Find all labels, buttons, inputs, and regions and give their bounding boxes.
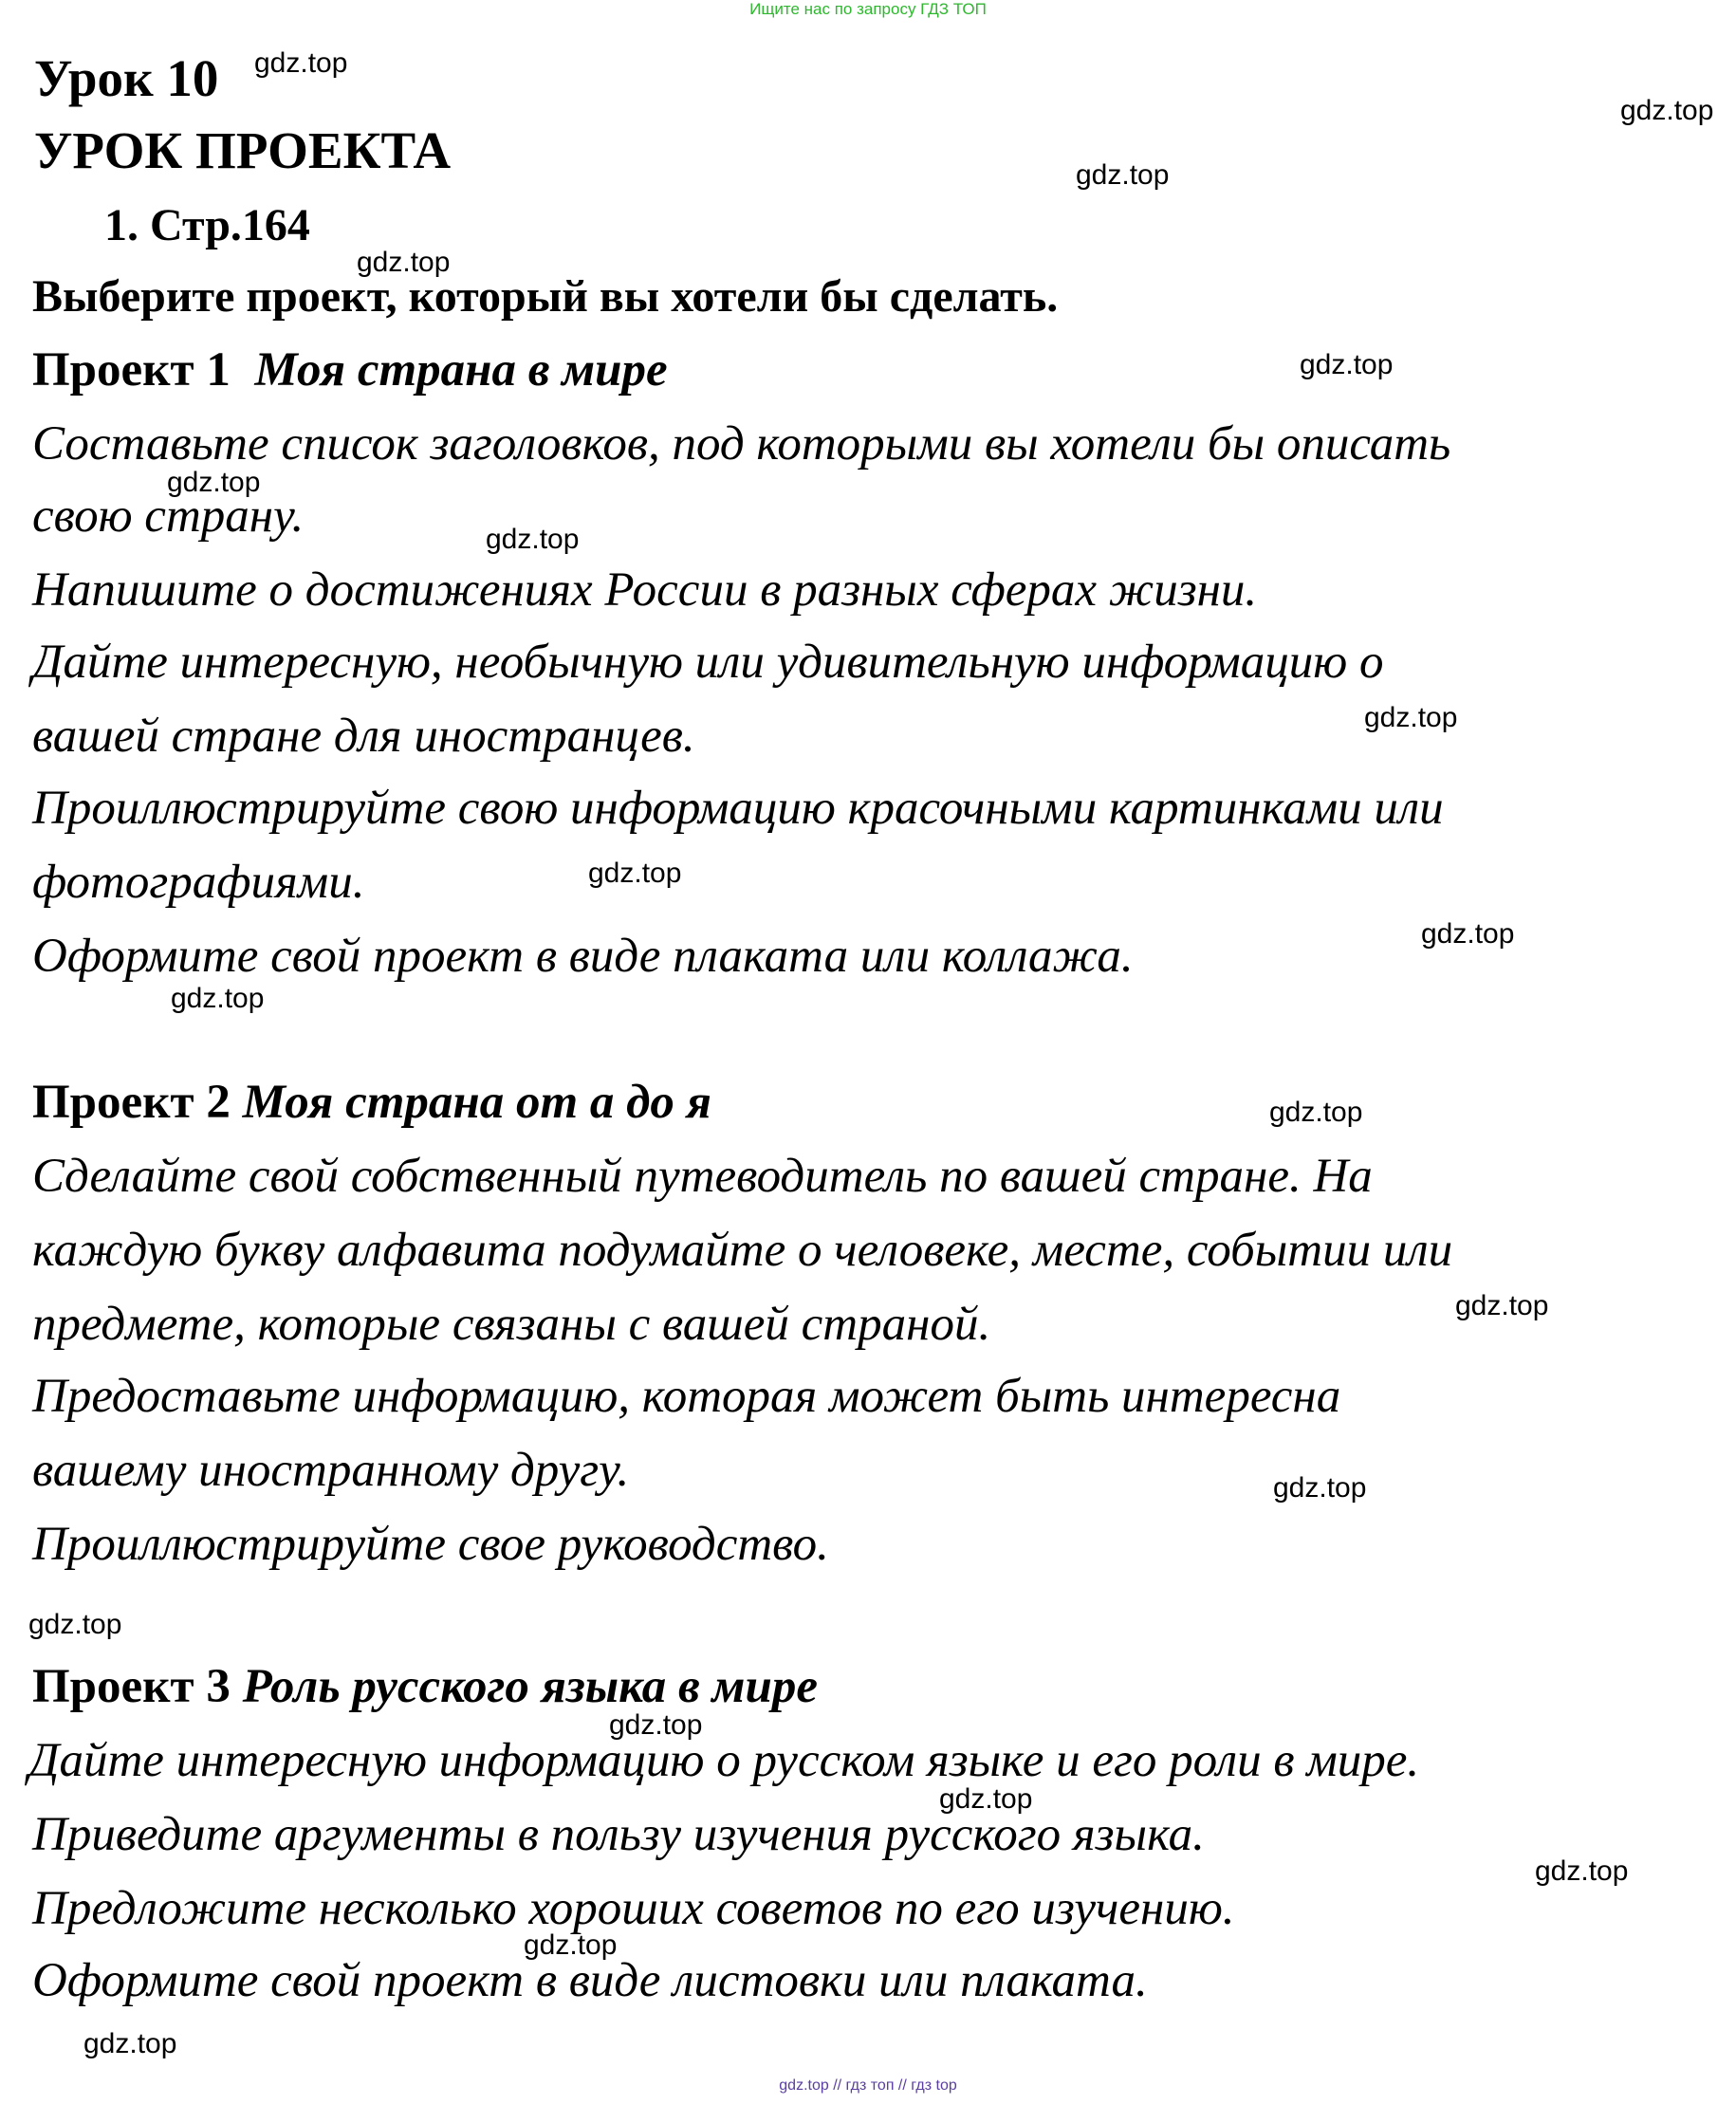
watermark: gdz.top (486, 524, 580, 555)
project-1-line: Напишите о достижениях России в разных сферах жизни. (32, 563, 1258, 617)
project-1-line: Оформите свой проект в виде плаката или коллажа. (32, 930, 1134, 983)
watermark: gdz.top (1421, 918, 1515, 950)
watermark: gdz.top (524, 1929, 618, 1961)
project-3-line: Оформите свой проект в виде листовки или плаката. (32, 1954, 1148, 2007)
project-1-line: фотографиями. (32, 856, 365, 909)
watermark: gdz.top (167, 467, 261, 498)
watermark: gdz.top (1455, 1290, 1549, 1321)
watermark: gdz.top (1535, 1855, 1629, 1887)
watermark: gdz.top (1269, 1097, 1363, 1128)
watermark: gdz.top (83, 2028, 177, 2059)
project-1-line: Дайте интересную, необычную или удивительную информацию о (32, 636, 1384, 689)
watermark: gdz.top (1364, 702, 1458, 733)
watermark: gdz.top (1273, 1472, 1367, 1504)
watermark: gdz.top (939, 1783, 1033, 1815)
watermark: gdz.top (1620, 95, 1714, 126)
project-3-line: Дайте интересную информацию о русском языке и его роли в мире. (28, 1734, 1420, 1787)
watermark: gdz.top (609, 1709, 703, 1741)
watermark: gdz.top (588, 858, 682, 889)
watermark: gdz.top (254, 47, 348, 79)
project-2-line: предмете, которые связаны с вашей страной. (32, 1298, 991, 1351)
project-3-heading (32, 1658, 818, 1715)
project-2-heading (32, 1074, 711, 1131)
project-1-line: свою страну. (32, 489, 305, 543)
project-2-line: Предоставьте информацию, которая может быть интересна (32, 1370, 1341, 1423)
project-1-line: вашей стране для иностранцев. (32, 710, 695, 763)
watermark: gdz.top (1076, 159, 1170, 191)
watermark: gdz.top (28, 1609, 122, 1640)
project-1-title: Моя страна в мире (254, 343, 668, 397)
lesson-title: УРОК ПРОЕКТА (34, 121, 452, 179)
project-3-line: Предложите несколько хороших советов по его изучению. (32, 1882, 1235, 1935)
project-1-line: Составьте список заголовков, под которыми вы хотели бы описать (32, 417, 1451, 471)
watermark: gdz.top (171, 983, 265, 1014)
project-2-title: Моя страна от а до я (242, 1076, 711, 1129)
watermark: gdz.top (1300, 349, 1394, 380)
footer: gdz.top // гдз топ // гдз top (779, 2077, 957, 2094)
project-2-line: Проиллюстрируйте свое руководство. (32, 1518, 829, 1571)
project-2-line: вашему иностранному другу. (32, 1444, 630, 1497)
project-1-heading (32, 341, 668, 398)
project-1-line: Проиллюстрируйте свою информацию красочными картинками или (32, 782, 1444, 835)
lesson-number: Урок 10 (34, 49, 219, 107)
project-2-line: каждую букву алфавита подумайте о человеке, месте, событии или (32, 1224, 1453, 1277)
top-banner: Ищите нас по запросу ГДЗ ТОП (749, 0, 987, 18)
project-1-label: Проект 1 (32, 343, 231, 397)
project-2-line: Сделайте свой собственный путеводитель по вашей стране. На (32, 1150, 1373, 1203)
task-instruction: Выберите проект, который вы хотели бы сделать. (32, 271, 1059, 322)
project-3-label: Проект 3 (32, 1660, 231, 1713)
project-3-title: Роль русского языка в мире (242, 1660, 818, 1713)
task-reference: 1. Стр.164 (104, 200, 310, 250)
watermark: gdz.top (357, 247, 451, 278)
project-3-line: Приведите аргументы в пользу изучения русского языка. (32, 1808, 1205, 1861)
project-2-label: Проект 2 (32, 1076, 231, 1129)
